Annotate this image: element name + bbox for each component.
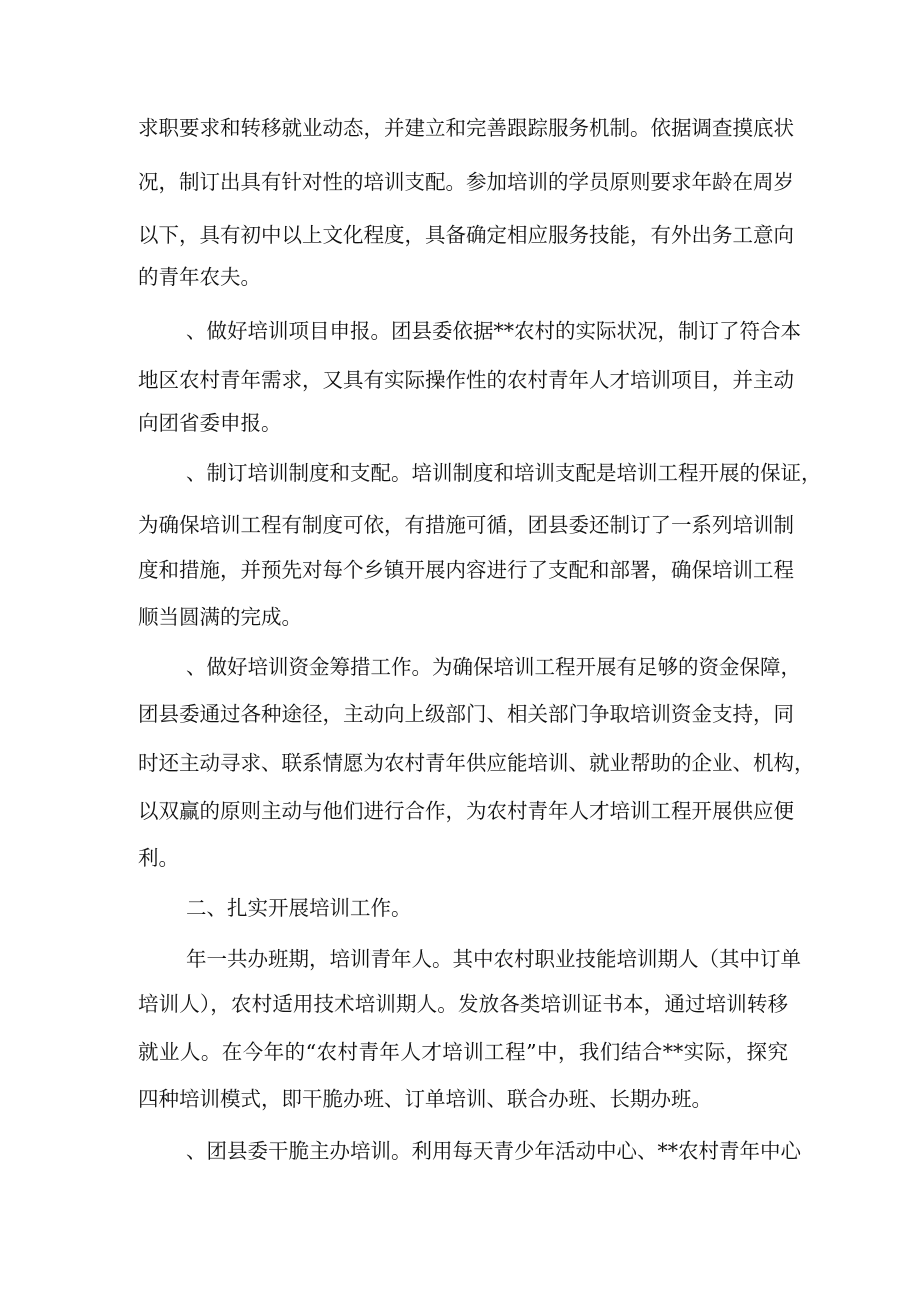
- text-line: 以双赢的原则主动与他们进行合作，为农村青年人才培训工程开展供应便: [138, 799, 794, 823]
- text-line: 利。: [138, 846, 179, 870]
- text-line: 培训人），农村适用技术培训期人。发放各类培训证书本，通过培训转移: [138, 992, 788, 1016]
- text-line: 为确保培训工程有制度可依，有措施可循，团县委还制订了一系列培训制: [138, 513, 794, 537]
- section-heading: 二、扎实开展培训工作。: [186, 896, 412, 920]
- text-line: 顺当圆满的完成。: [138, 605, 302, 629]
- text-line: 求职要求和转移就业动态，并建立和完善跟踪服务机制。依据调查摸底状: [138, 116, 794, 140]
- text-line: 以下，具有初中以上文化程度，具备确定相应服务技能，有外出务工意向: [138, 223, 794, 247]
- text-line: 度和措施，并预先对每个乡镇开展内容进行了支配和部署，确保培训工程: [138, 558, 794, 582]
- text-line: 地区农村青年需求，又具有实际操作性的农村青年人才培训项目，并主动: [138, 368, 794, 392]
- text-line: 四种培训模式，即干脆办班、订单培训、联合办班、长期办班。: [138, 1087, 712, 1111]
- paragraph-first-line: 、团县委干脆主办培训。利用每天青少年活动中心、**农村青年中心: [186, 1139, 801, 1163]
- paragraph-first-line: 、做好培训资金筹措工作。为确保培训工程开展有足够的资金保障，: [186, 655, 801, 679]
- text-line: 时还主动寻求、联系情愿为农村青年供应能培训、就业帮助的企业、机构，: [138, 751, 815, 775]
- text-line: 况，制订出具有针对性的培训支配。参加培训的学员原则要求年龄在周岁: [138, 170, 794, 194]
- paragraph-first-line: 、制订培训制度和支配。培训制度和培训支配是培训工程开展的保证，: [186, 461, 822, 485]
- text-line: 的青年农夫。: [138, 265, 261, 289]
- paragraph-first-line: 、做好培训项目申报。团县委依据**农村的实际状况，制订了符合本: [186, 319, 801, 343]
- paragraph-first-line: 年一共办班期，培训青年人。其中农村职业技能培训期人（其中订单: [186, 947, 801, 971]
- text-line: 就业人。在今年的“农村青年人才培训工程”中，我们结合**实际，探究: [138, 1040, 788, 1064]
- text-line: 团县委通过各种途径，主动向上级部门、相关部门争取培训资金支持，同: [138, 702, 794, 726]
- text-line: 向团省委申报。: [138, 411, 282, 435]
